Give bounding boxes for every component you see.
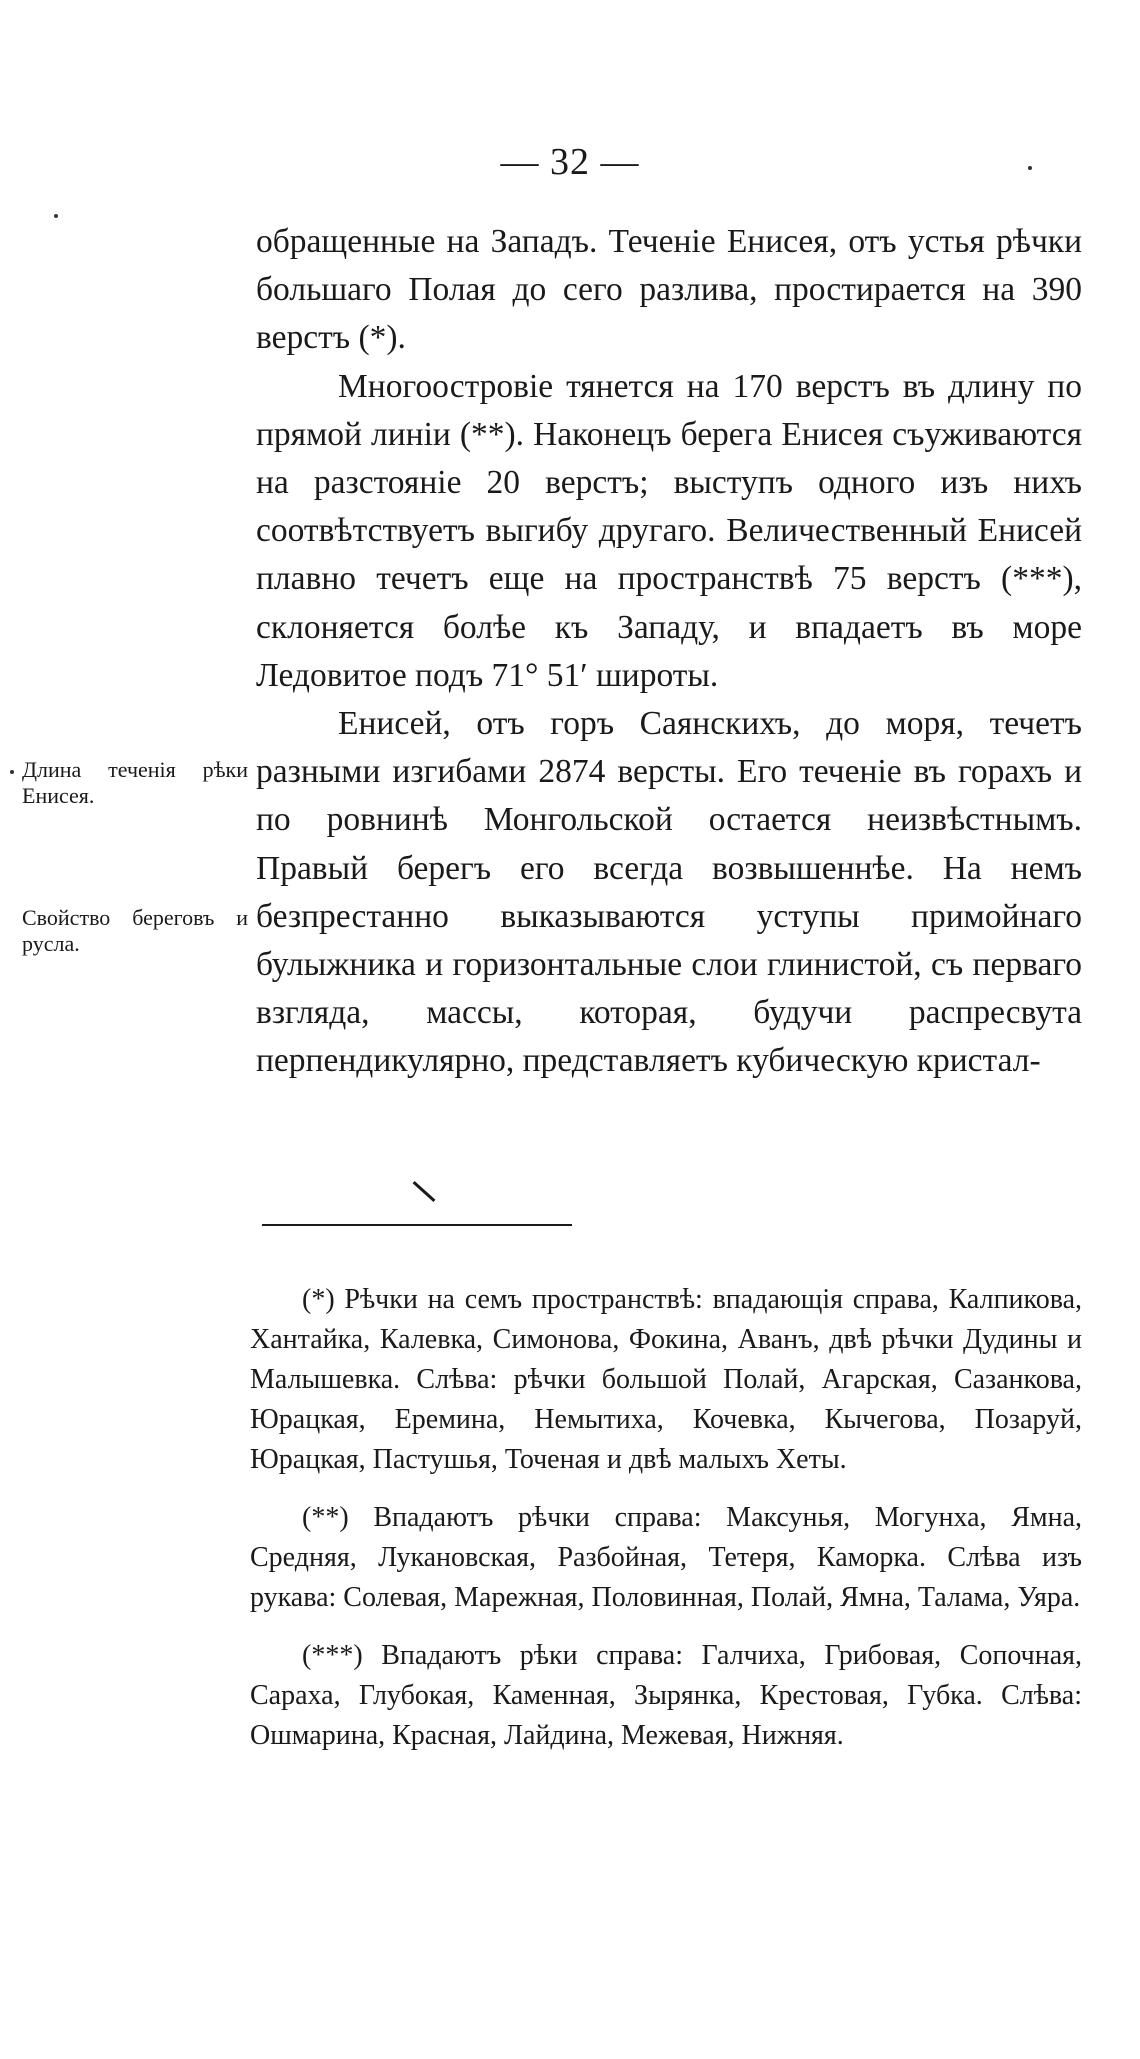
speck-mark: [10, 770, 14, 774]
ink-stroke: [413, 1181, 436, 1202]
speck-mark: [1028, 166, 1032, 170]
paragraph: Енисей, отъ горъ Саянскихъ, до моря, течетъ разными изгибами 2874 версты. Его теченіе въ горахъ и по ровнинѣ Монгольской остается неизвѣстнымъ. Правый берегъ его всегда возвышеннѣе. На немъ безпрестанно выказываются уступы примойнаго булыжника и горизонтальные слои глинистой, съ перваго взгляда, массы, которая, будучи распресвута перпендикулярно, представляетъ кубическую кристал-: [256, 705, 1082, 1080]
page-number: — 32 —: [500, 141, 640, 183]
footnote: (**) Впадаютъ рѣчки справа: Максунья, Могунха, Ямна, Средняя, Лукановская, Разбойная, Тетеря, Каморка. Слѣва изъ рукава: Солевая, Марежная, Половинная, Полай, Ямна, Талама, Уяра.: [250, 1502, 1082, 1613]
footnote: (*) Рѣчки на семъ пространствѣ: впадающія справа, Калпикова, Хантайка, Калевка, Симонова, Фокина, Аванъ, двѣ рѣчки Дудины и Малышевка. Слѣва: рѣчки большой Полай, Агарская, Сазанкова, Юрацкая, Еремина, Немытиха, Кочевка, Кычегова, Позаруй, Юрацкая, Пастушья, Точеная и двѣ малыхъ Хеты.: [250, 1284, 1082, 1475]
footnotes: [250, 1280, 1082, 1774]
margin-note: Свойство береговъ и русла.: [22, 905, 248, 956]
paragraph: обращенные на Западъ. Теченіе Енисея, отъ устья рѣчки большаго Полая до сего разлива, простирается на 390 верстъ (*).: [256, 223, 1082, 357]
footnote: (***) Впадаютъ рѣки справа: Галчиха, Грибовая, Сопочная, Сараха, Глубокая, Каменная, Зырянка, Крестовая, Губка. Слѣва: Ошмарина, Красная, Лайдина, Межевая, Нижняя.: [250, 1640, 1082, 1751]
footnote-separator: [262, 1224, 572, 1226]
paragraph: Многоостровіе тянется на 170 верстъ въ длину по прямой линіи (**). Наконецъ берега Енисея съуживаются на разстояніе 20 верстъ; выступъ одного изъ нихъ соотвѣтствуетъ выгибу другаго. Величественный Енисей плавно течетъ еще на пространствѣ 75 верстъ (***), склоняется болѣе къ Западу, и впадаетъ въ море Ледовитое подъ 71° 51′ широты.: [256, 367, 1082, 694]
speck-mark: [54, 214, 58, 218]
margin-note: Длина теченія рѣки Енисея.: [22, 757, 248, 808]
main-text: [256, 218, 1082, 1086]
